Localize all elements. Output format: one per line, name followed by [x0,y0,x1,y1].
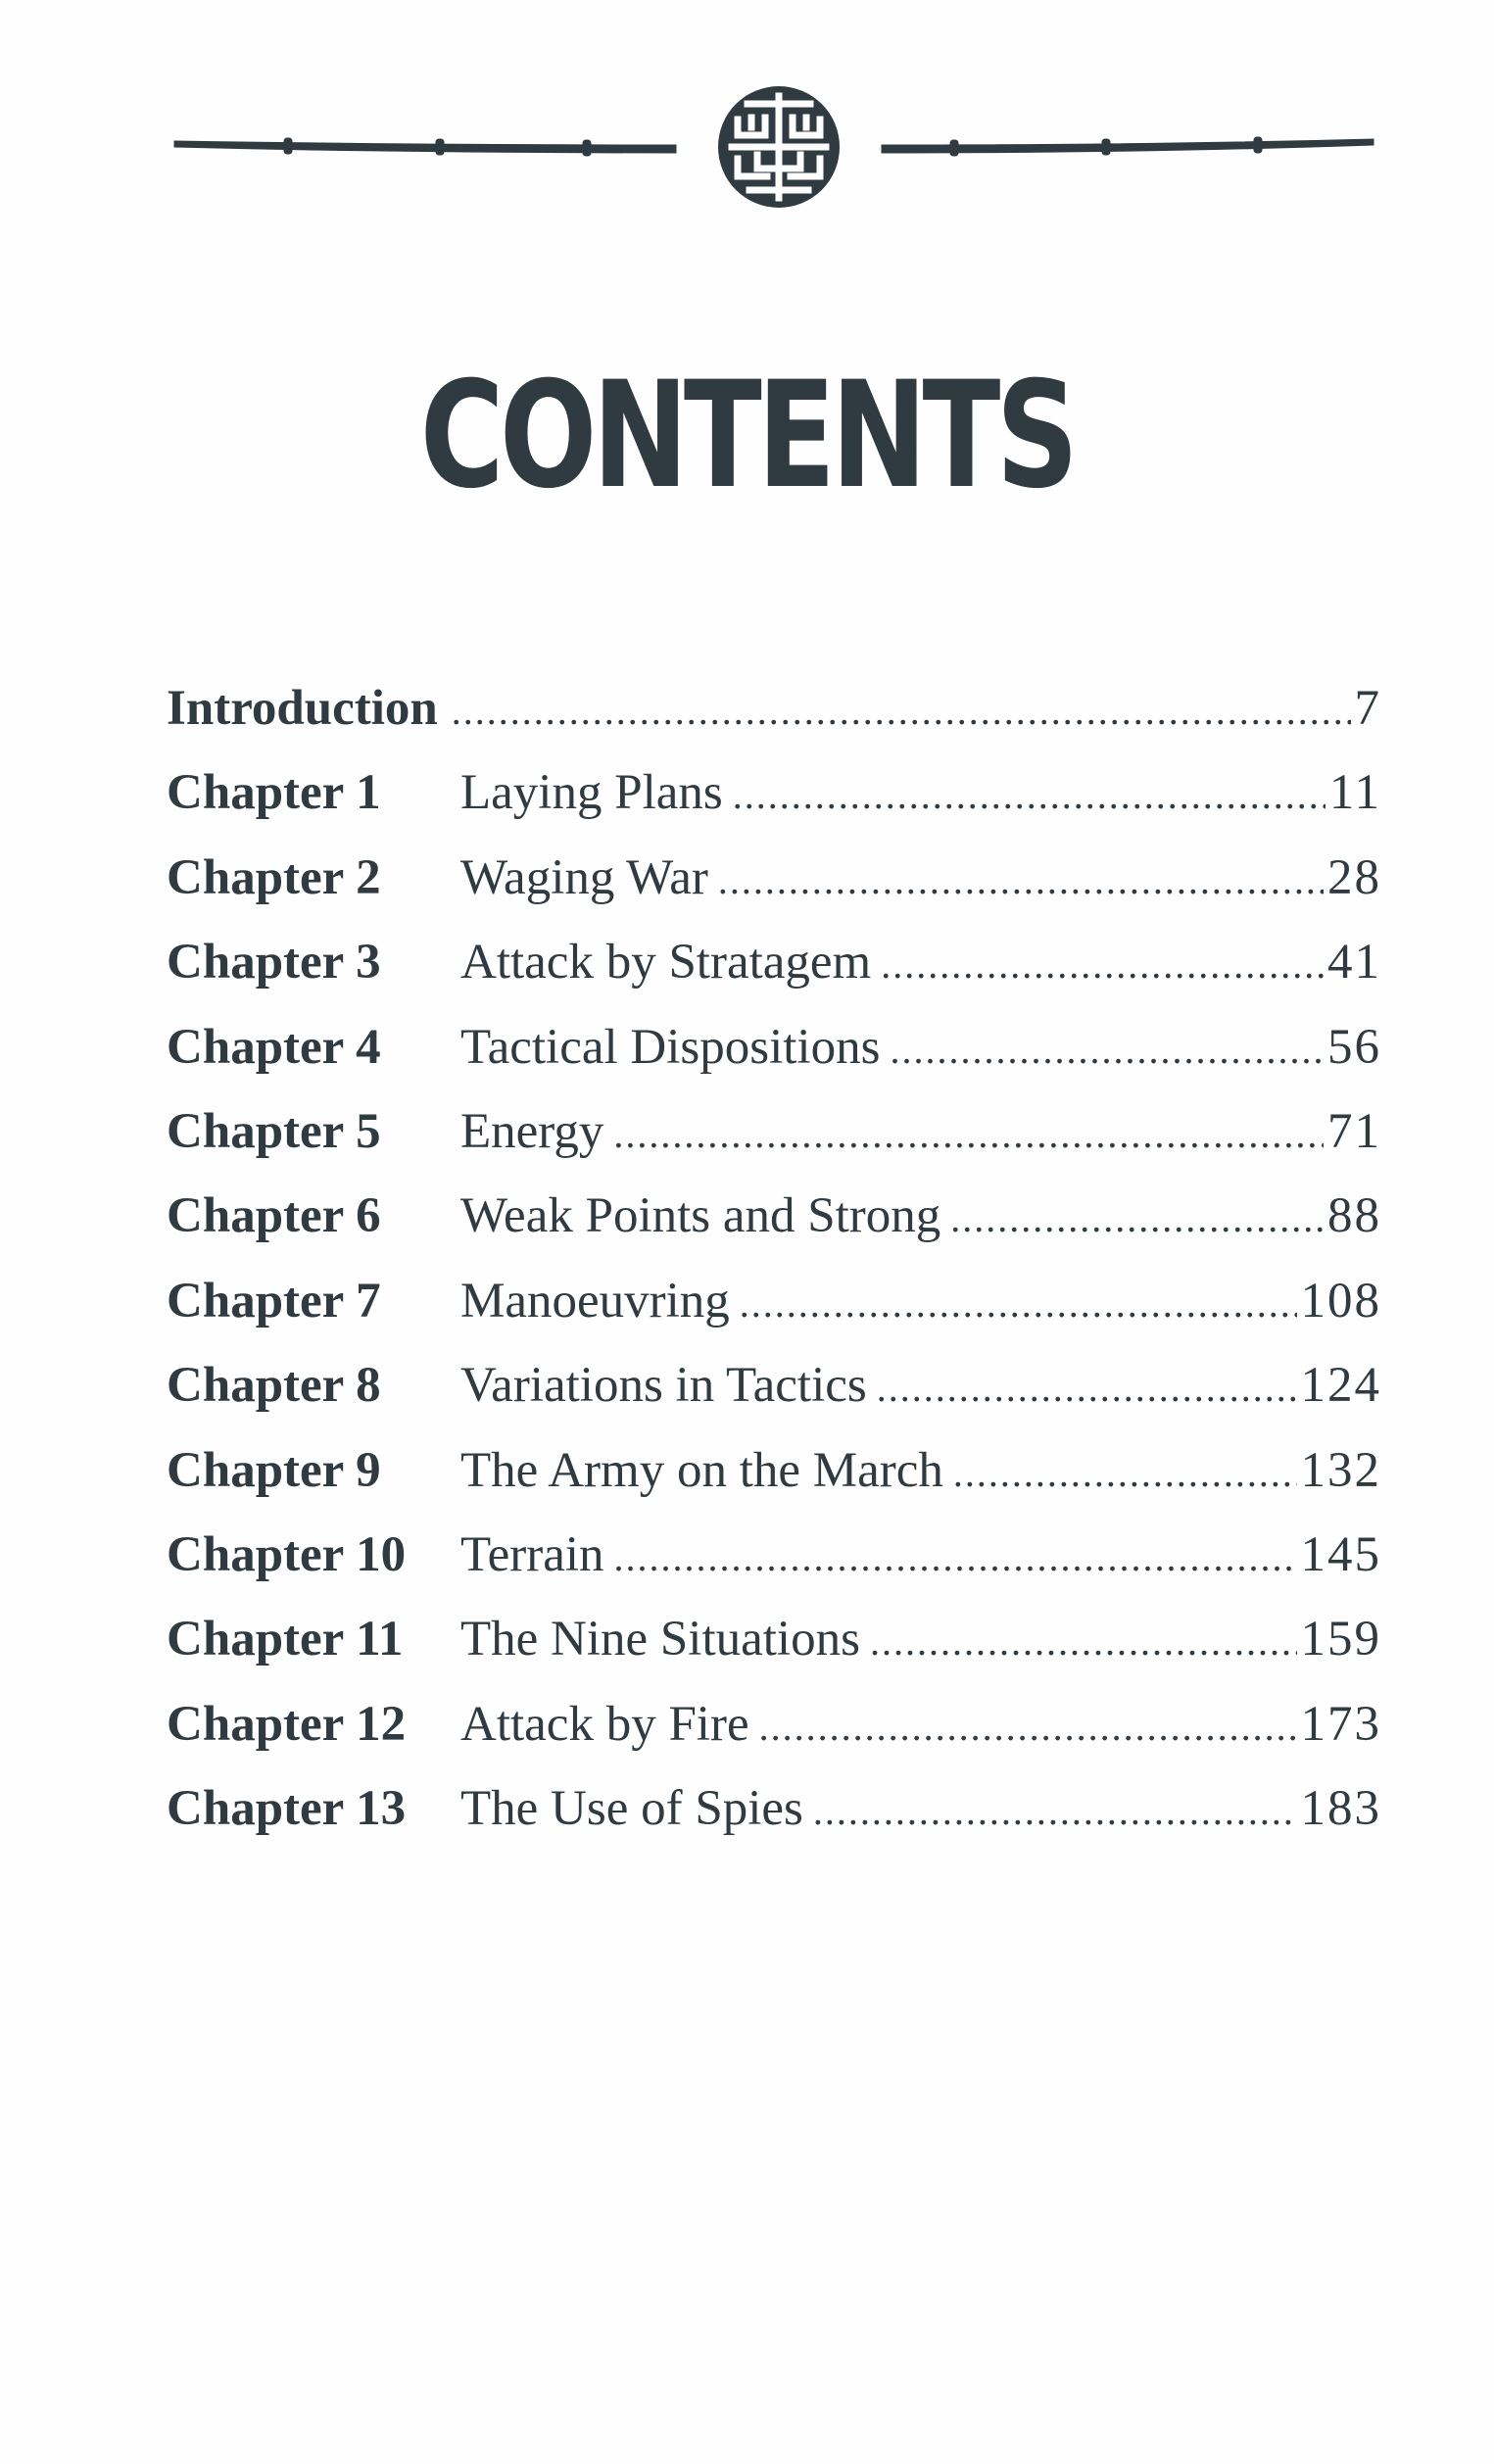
toc-title: Energy [460,1103,604,1159]
leader-dots [613,1092,1324,1177]
toc-row-chapter-12[interactable] [167,1682,1381,1766]
toc-title: Variations in Tactics [460,1358,867,1414]
leader-dots [877,1346,1297,1430]
toc-row-chapter-9[interactable] [167,1428,1381,1513]
toc-label: Chapter 2 [167,849,381,905]
toc-page-number: 124 [1300,1358,1381,1414]
toc-label: Chapter 13 [167,1781,407,1837]
toc-row-chapter-8[interactable] [167,1343,1381,1427]
toc-row-chapter-2[interactable] [167,836,1381,920]
page-title: CONTENTS [419,351,1075,521]
leader-dots [813,1769,1297,1854]
toc-page-number: 145 [1300,1526,1381,1582]
toc-title: Waging War [460,849,708,905]
leader-dots [452,669,1351,753]
toc-title: Terrain [460,1526,604,1582]
toc-title: Laying Plans [460,765,723,821]
toc-label: Chapter 11 [167,1612,404,1667]
toc-page-number: 173 [1300,1696,1381,1752]
toc-page-number: 56 [1327,1019,1381,1075]
toc-page-number: 183 [1300,1781,1381,1837]
toc-label: Chapter 3 [167,935,381,990]
toc-label: Chapter 4 [167,1019,381,1075]
toc-label: Chapter 1 [167,765,381,821]
leader-dots [733,753,1325,838]
toc-title: The Use of Spies [460,1781,803,1837]
leader-dots [870,1600,1297,1684]
toc-row-chapter-6[interactable] [167,1174,1381,1258]
leader-dots [881,923,1324,1007]
bamboo-rod-icon-right [882,137,1374,156]
toc-page-number: 7 [1354,681,1381,736]
toc-label: Chapter 12 [167,1696,407,1752]
toc-label: Chapter 7 [167,1273,381,1329]
toc-title: The Army on the March [460,1442,943,1498]
toc-row-chapter-13[interactable] [167,1766,1381,1851]
leader-dots [950,1177,1324,1261]
toc-page-number: 41 [1327,935,1381,990]
toc-title: Weak Points and Strong [460,1188,941,1244]
toc-row-chapter-5[interactable] [167,1089,1381,1174]
leader-dots [740,1262,1297,1346]
leader-dots [759,1685,1297,1769]
toc-title: The Nine Situations [460,1612,860,1667]
toc-row-chapter-10[interactable] [167,1513,1381,1597]
leader-dots [890,1008,1324,1092]
toc-page-number: 71 [1327,1103,1381,1159]
shou-longevity-symbol-icon [718,86,840,208]
toc-row-introduction[interactable] [167,666,1381,750]
toc-title: Tactical Dispositions [460,1019,881,1075]
leader-dots [953,1431,1297,1516]
toc-row-chapter-3[interactable] [167,920,1381,1004]
header-ornament [167,69,1381,225]
toc-label: Chapter 9 [167,1442,381,1498]
toc-row-chapter-11[interactable] [167,1597,1381,1681]
toc-row-chapter-4[interactable] [167,1005,1381,1089]
toc-row-chapter-7[interactable] [167,1259,1381,1343]
table-of-contents [167,666,1381,1851]
toc-label: Chapter 8 [167,1358,381,1414]
toc-title: Attack by Stratagem [460,935,872,990]
toc-page-number: 132 [1300,1442,1381,1498]
toc-page-number: 28 [1327,849,1381,905]
toc-page-number: 11 [1328,765,1381,821]
toc-label: Chapter 10 [167,1526,407,1582]
toc-title: Attack by Fire [460,1696,749,1752]
bamboo-rod-icon-left [174,138,676,156]
leader-dots [718,839,1324,923]
leader-dots [614,1516,1297,1600]
toc-row-chapter-1[interactable] [167,750,1381,835]
toc-title: Manoeuvring [460,1273,730,1329]
toc-page-number: 108 [1300,1273,1381,1329]
toc-page-number: 88 [1327,1188,1381,1244]
toc-label: Chapter 6 [167,1188,381,1244]
toc-label: Introduction [167,681,438,736]
toc-page-number: 159 [1300,1612,1381,1667]
toc-label: Chapter 5 [167,1103,381,1159]
